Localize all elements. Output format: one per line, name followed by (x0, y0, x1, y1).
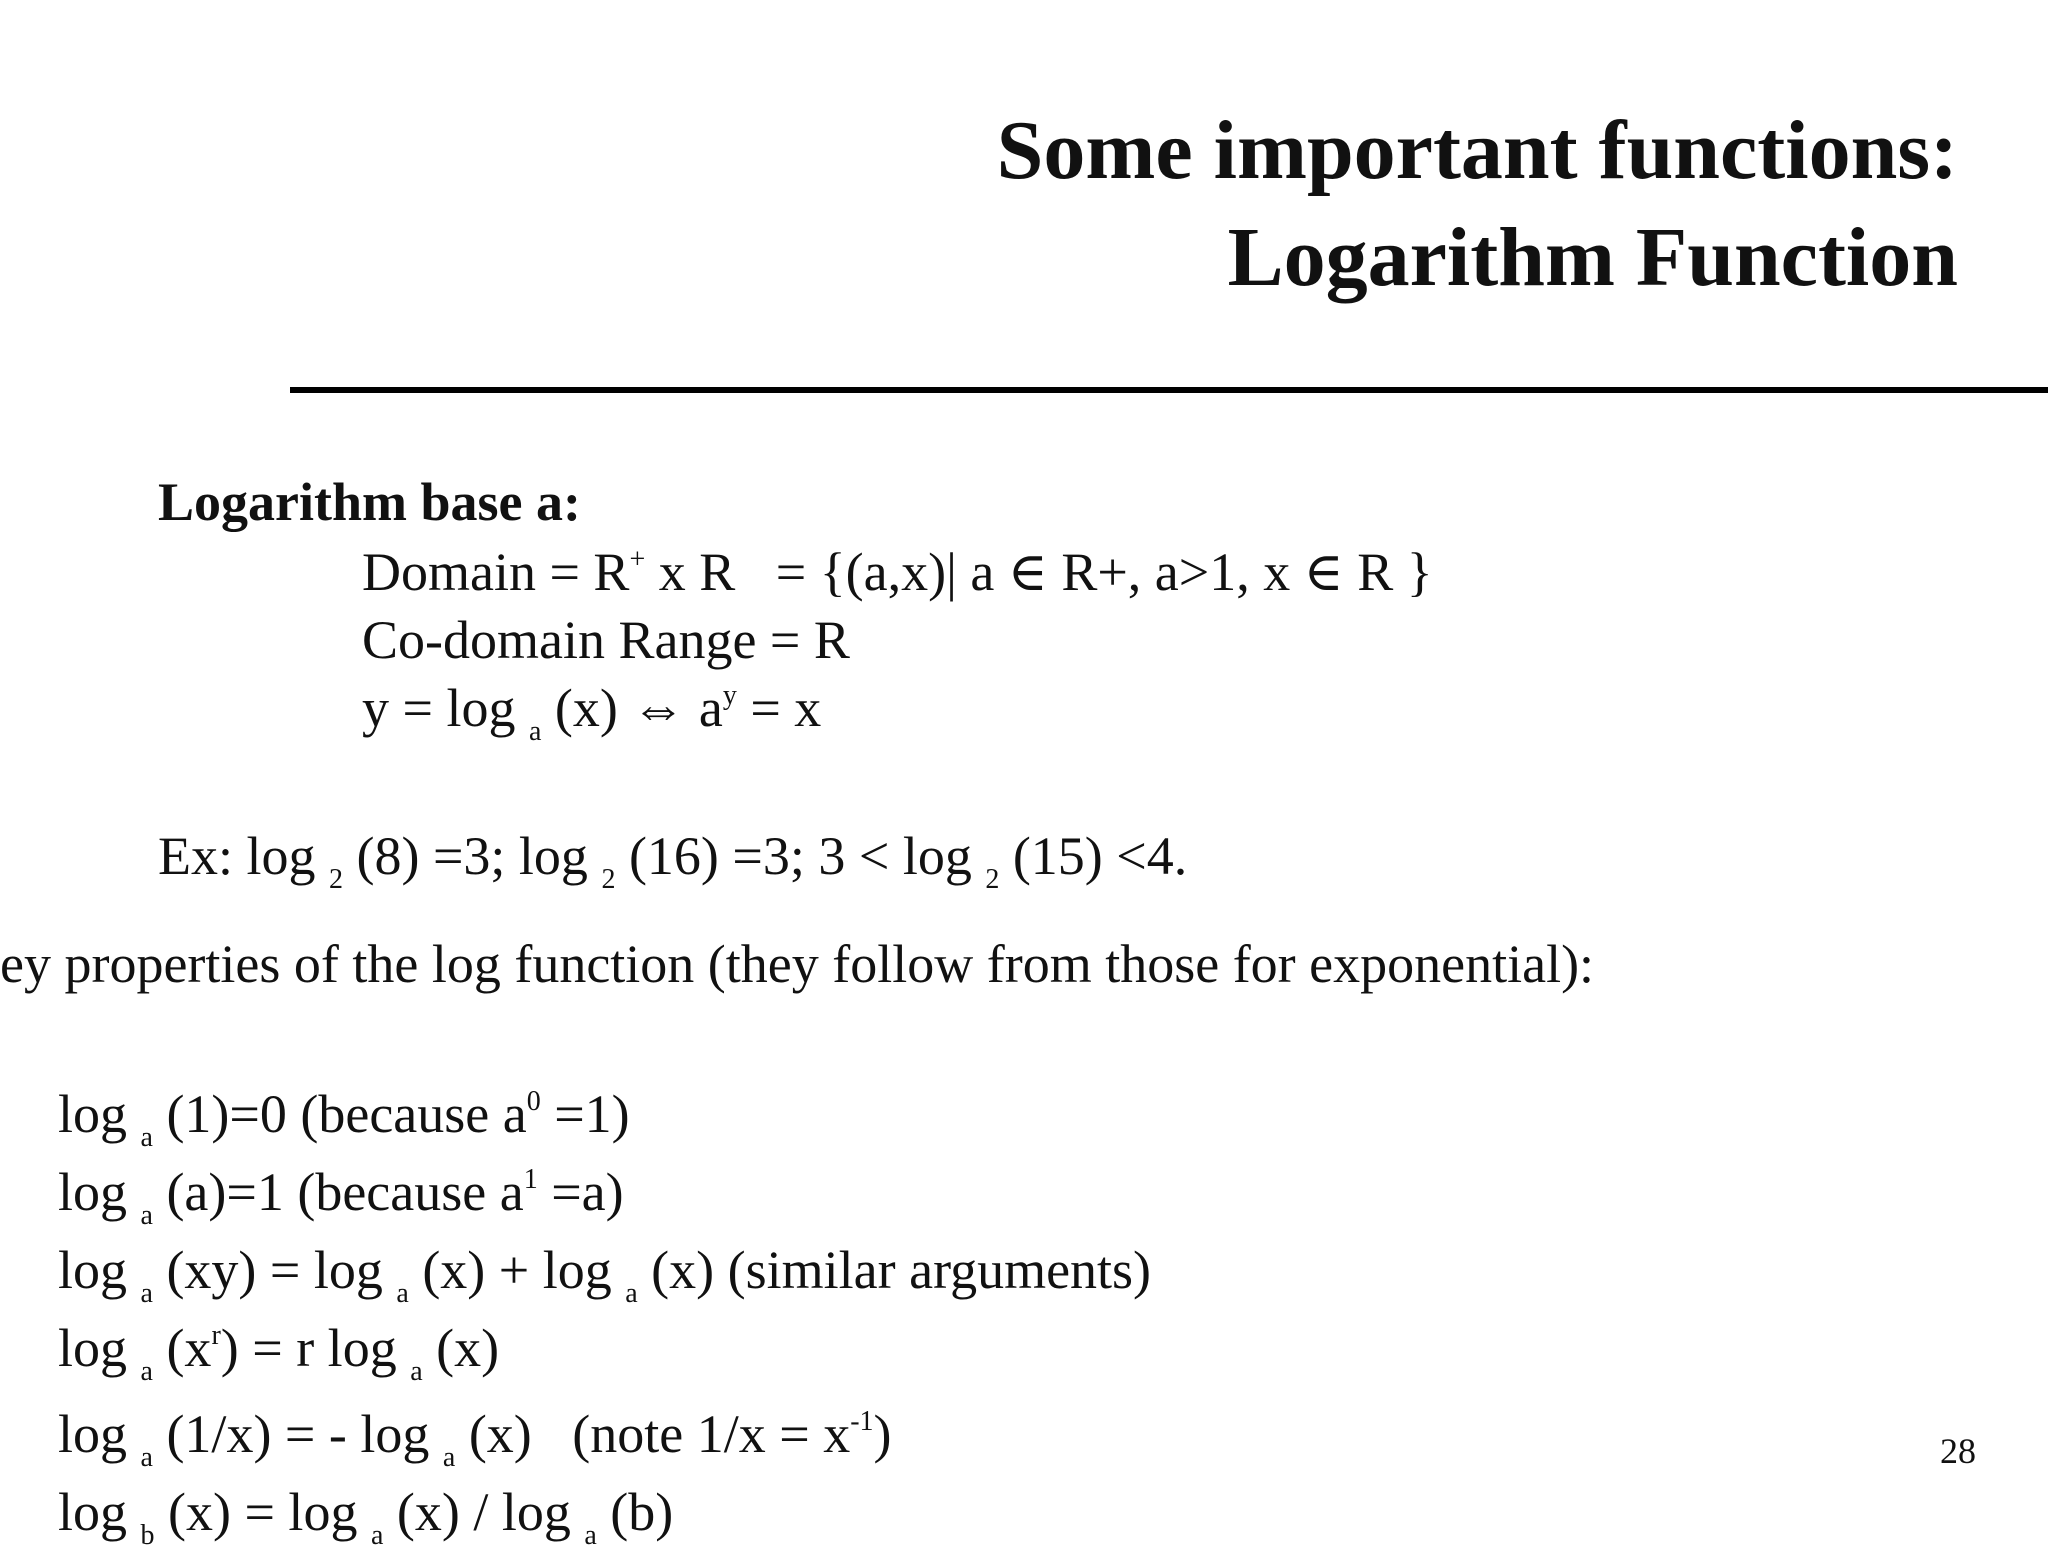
title-divider (290, 387, 2048, 393)
codomain-line: Co-domain Range = R (362, 610, 850, 670)
example-line: Ex: log $_2$ (8) =3; log $_2$ (16) =3; 3 < log $_2$ (15) <4. (158, 826, 1188, 895)
property-change-of-base: log $_b$ (x) = log $_a$ (x) / log $_a$ (b) (58, 1482, 674, 1551)
definition-heading: Logarithm base a: (158, 472, 581, 532)
page-number: 28 (1940, 1431, 1976, 1471)
slide-title-line-2: Logarithm Function (1227, 211, 1958, 304)
property-log-reciprocal: log $_a$ (1/x) = - log $_a$ (x) (note $1/x = x^{-1}$) (58, 1404, 892, 1473)
property-log-product: log $_a$ (xy) = log $_a$ (x) + log $_a$ (x) (similar arguments) (58, 1240, 1152, 1309)
equivalence-line: y = log $_a$ (x) ⇔ $a^y = x$ (362, 678, 822, 747)
slide-title-line-1: Some important functions: (996, 104, 1958, 197)
domain-line: Domain = R+ x R = {(a,x)| a ∈ R+, a>1, x ∈ R } (362, 542, 1433, 602)
property-log-one: log $_a$ (1)=0 (because $a^0 =1$) (58, 1084, 630, 1153)
property-log-base: log $_a$ (a)=1 (because $a^1 =a$) (58, 1162, 624, 1231)
properties-heading: ey properties of the log function (they follow from those for exponential): (0, 934, 1595, 994)
property-log-power: log $_a$ $(x^r) = r$ log $_a$ (x) (58, 1318, 500, 1387)
